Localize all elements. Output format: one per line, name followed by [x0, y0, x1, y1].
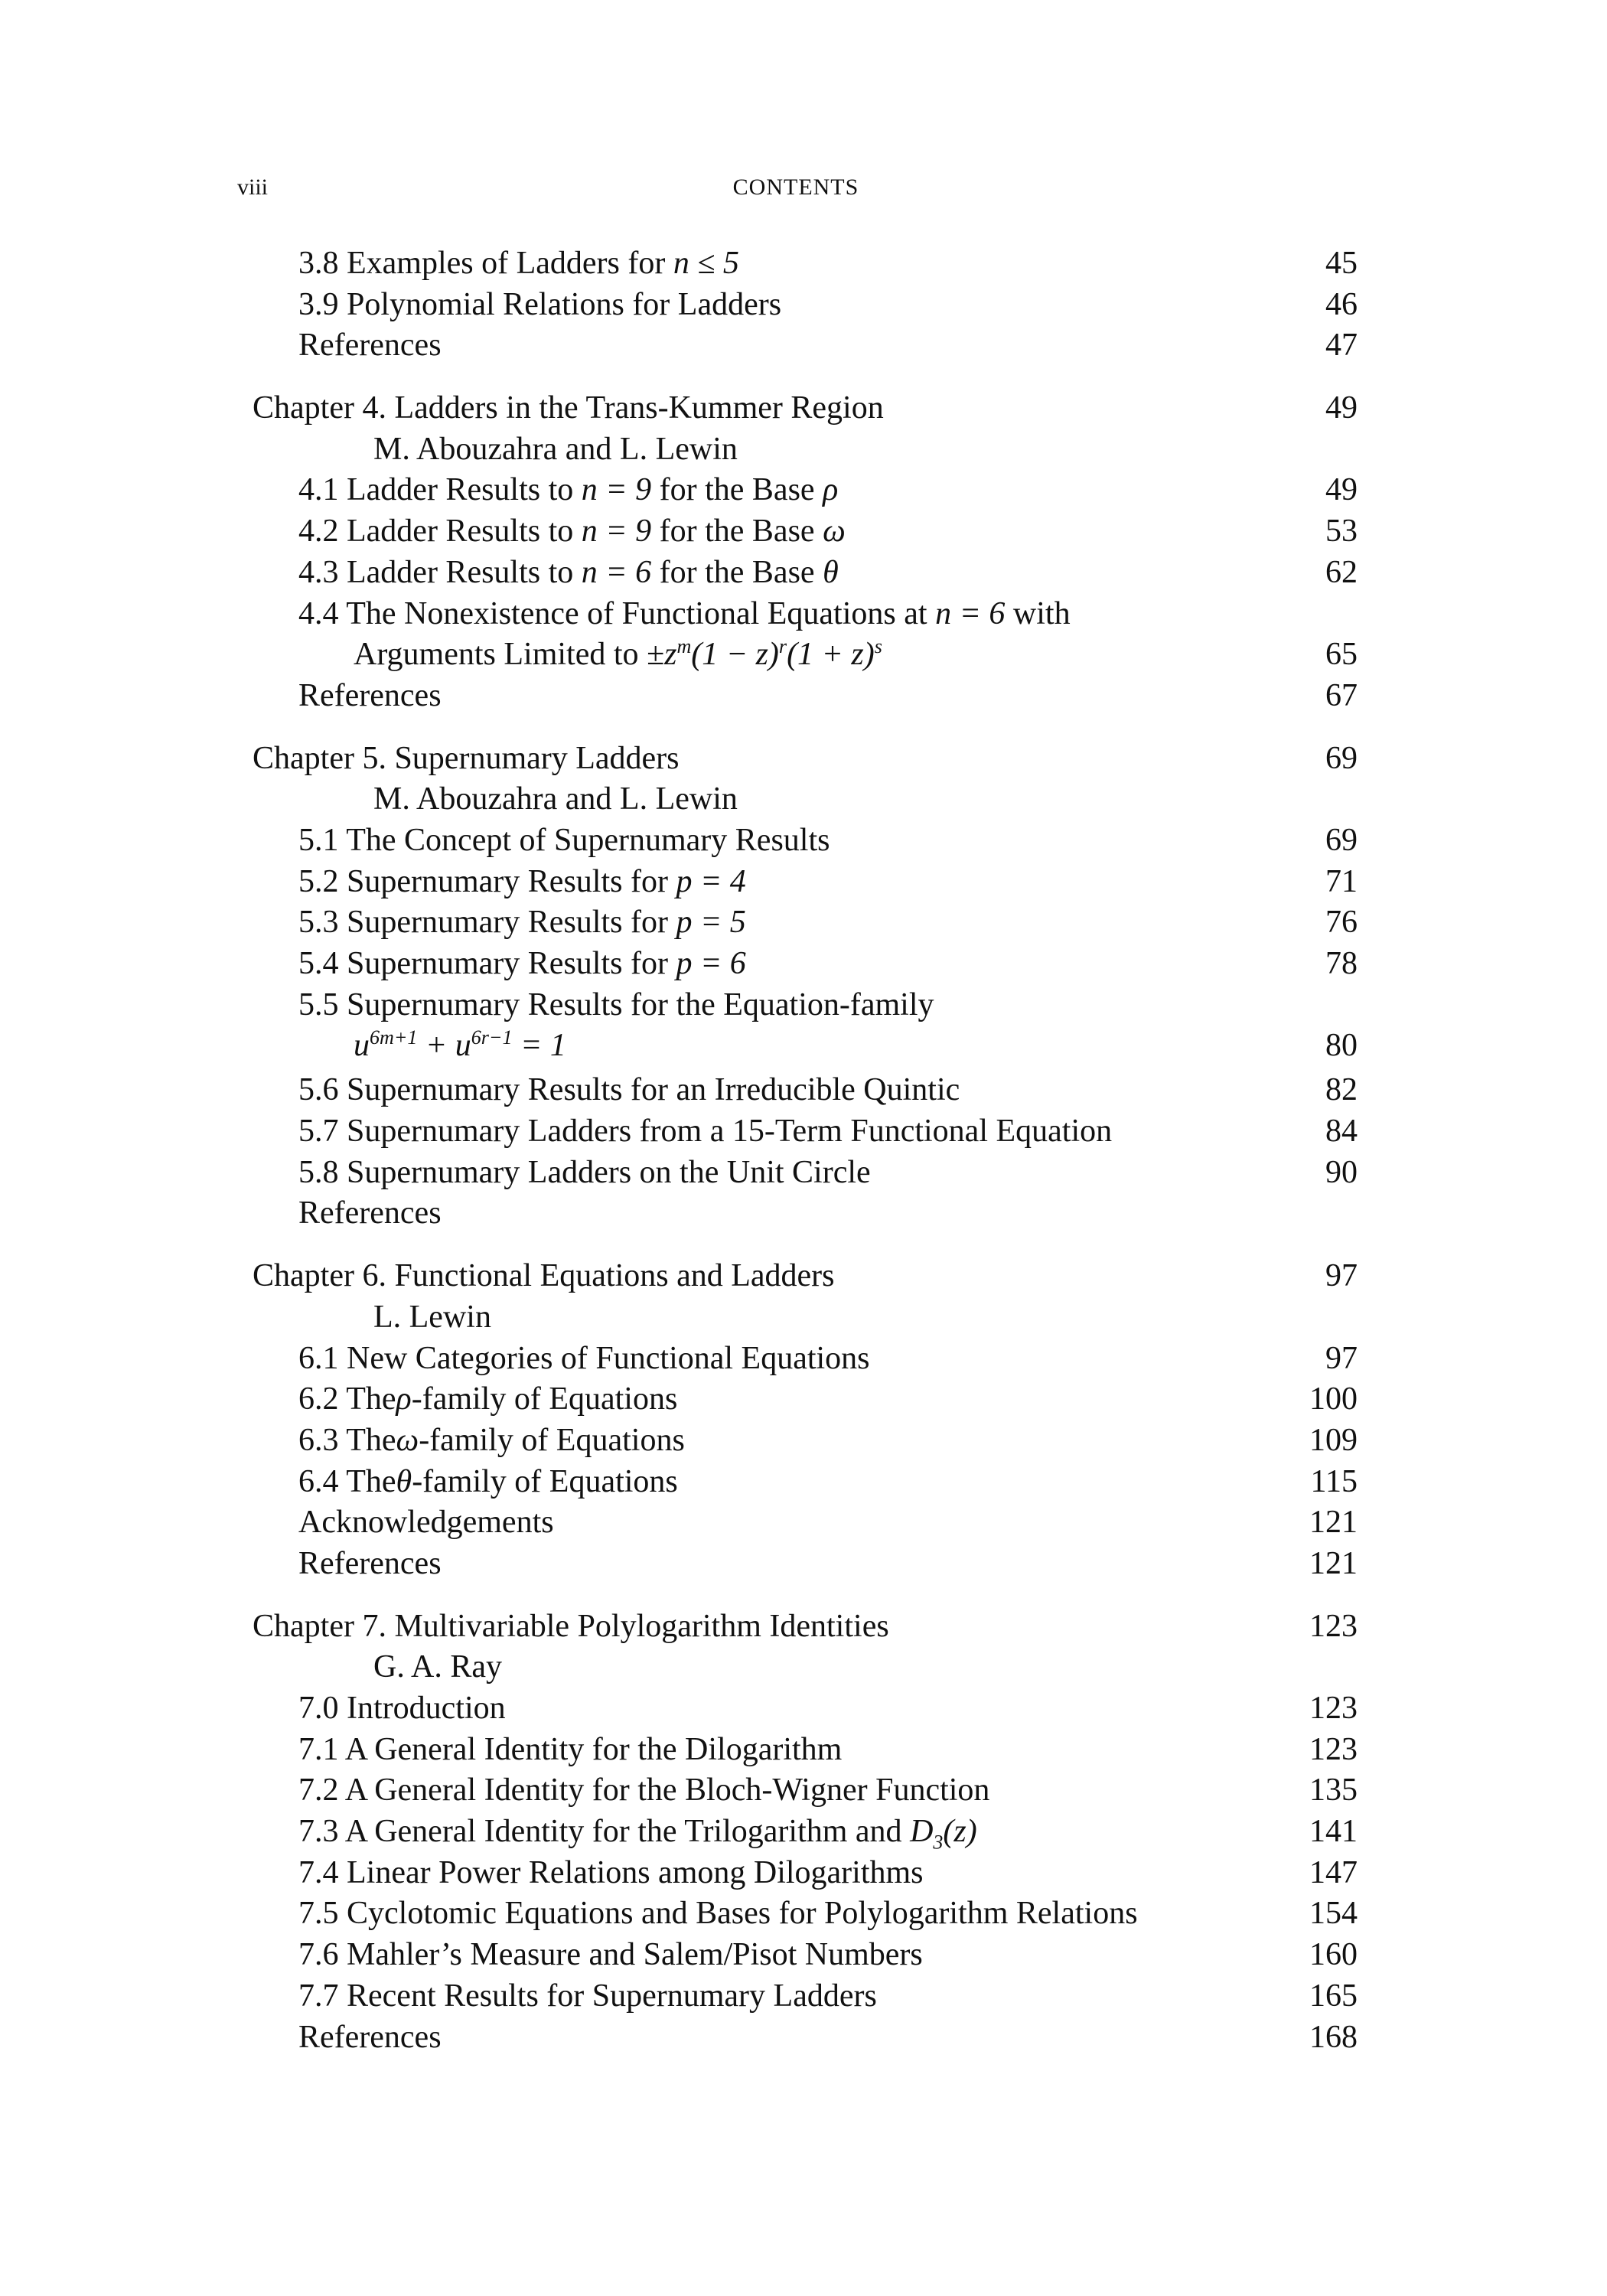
- page-ref: 123: [1309, 1608, 1358, 1644]
- toc-entry-3-8[interactable]: [253, 243, 1358, 285]
- section-title: References: [298, 677, 442, 713]
- section-title: Mahler’s Measure and Salem/Pisot Numbers: [347, 1937, 923, 1973]
- page-ref: 115: [1310, 1463, 1358, 1499]
- section-number: 5.8: [298, 1154, 339, 1190]
- base-symbol: ω: [823, 514, 846, 550]
- page-ref: 97: [1325, 1340, 1358, 1376]
- page-ref: 121: [1309, 1545, 1358, 1581]
- page-ref: 123: [1309, 1731, 1358, 1767]
- section-title: Recent Results for Supernumary Ladders: [347, 1978, 877, 2014]
- section-math: n = 6: [935, 595, 1006, 631]
- toc-entry-5-1[interactable]: [253, 820, 1358, 862]
- section-number: 5.1: [298, 822, 339, 858]
- section-number: 7.2: [298, 1773, 339, 1808]
- page-ref: 82: [1325, 1072, 1358, 1108]
- section-number: 6.3: [298, 1422, 339, 1458]
- toc-entry-6-1[interactable]: [253, 1339, 1358, 1380]
- page-ref: 71: [1325, 863, 1358, 899]
- section-math: $u^{6m+1} + u^{6r-1} = 1$: [354, 1026, 566, 1064]
- chapter-4-authors: [253, 429, 1358, 471]
- running-head: CONTENTS: [732, 174, 859, 200]
- toc-entry-acknowledgements-ch6[interactable]: [253, 1502, 1358, 1544]
- section-title-cont: -family of Equations: [412, 1463, 678, 1499]
- section-number: 7.6: [298, 1937, 339, 1973]
- toc-entry-5-5-continued[interactable]: [253, 1026, 1358, 1070]
- section-math: n ≤ 5: [673, 246, 739, 281]
- section-title-cont: -family of Equations: [419, 1422, 685, 1458]
- section-title-cont: for the Base: [659, 554, 815, 590]
- section-title: Ladder Results to: [347, 514, 574, 550]
- section-title: Examples of Ladders for: [347, 246, 666, 281]
- base-symbol: ρ: [823, 472, 839, 508]
- chapter-7-authors: [253, 1647, 1358, 1688]
- toc-entry-references-ch7[interactable]: [253, 2017, 1358, 2059]
- toc-entry-7-5[interactable]: [253, 1893, 1358, 1935]
- section-number: 7.5: [298, 1896, 339, 1932]
- page-ref: 80: [1325, 1028, 1358, 1064]
- chapter-5-block: [253, 739, 1358, 1235]
- page-ref: 67: [1325, 677, 1358, 713]
- section-number: 6.4: [298, 1463, 339, 1499]
- section-math: p = 6: [676, 946, 746, 981]
- chapter-6-block: [253, 1256, 1358, 1585]
- page-ref: 100: [1309, 1381, 1358, 1417]
- section-number: 7.1: [298, 1731, 339, 1767]
- toc-entry-6-2[interactable]: [253, 1379, 1358, 1420]
- section-title: Cyclotomic Equations and Bases for Polylogarithm Relations: [347, 1896, 1138, 1932]
- toc-entry-6-3[interactable]: [253, 1420, 1358, 1462]
- chapter-authors: L. Lewin: [373, 1299, 491, 1335]
- toc-entry-5-5[interactable]: [253, 985, 1358, 1026]
- section-title: The: [346, 1381, 396, 1417]
- section-number: 4.1: [298, 472, 339, 508]
- toc-entry-5-6[interactable]: [253, 1070, 1358, 1111]
- section-title: Linear Power Relations among Dilogarithms: [347, 1854, 924, 1890]
- section-number: 3.8: [298, 246, 339, 281]
- section-number: 5.5: [298, 987, 339, 1022]
- section-number: 6.2: [298, 1381, 339, 1417]
- section-title: Supernumary Results for: [347, 863, 668, 899]
- chapter-authors: G. A. Ray: [373, 1649, 502, 1685]
- chapter-5-authors: [253, 779, 1358, 820]
- section-title-cont: -family of Equations: [411, 1381, 678, 1417]
- chapter-6-authors: [253, 1297, 1358, 1339]
- base-symbol: ω: [396, 1422, 419, 1458]
- toc-entry-7-3[interactable]: [253, 1812, 1358, 1853]
- section-title-cont: for the Base: [659, 514, 815, 550]
- chapter-title: Chapter 5. Supernumary Ladders: [253, 740, 680, 776]
- toc-entry-5-7[interactable]: [253, 1111, 1358, 1153]
- section-title: References: [298, 2019, 442, 2055]
- page-ref: 84: [1325, 1114, 1358, 1150]
- page-ref: 65: [1325, 637, 1358, 673]
- toc-entry-4-4[interactable]: [253, 594, 1358, 635]
- section-title: A General Identity for the Bloch-Wigner Function: [344, 1773, 990, 1808]
- chapter-7-heading[interactable]: [253, 1606, 1358, 1648]
- toc-entry-5-2[interactable]: [253, 862, 1358, 903]
- section-title: Supernumary Results for: [347, 905, 668, 941]
- section-title: Supernumary Results for the Equation-family: [347, 987, 934, 1022]
- page-header: [237, 174, 1354, 205]
- table-of-contents: [253, 243, 1358, 2079]
- section-title: Ladder Results to: [347, 554, 574, 590]
- page-ref: 123: [1309, 1691, 1358, 1726]
- page-ref: 53: [1325, 514, 1358, 550]
- section-title: Supernumary Results for: [347, 946, 668, 981]
- toc-entry-5-4[interactable]: [253, 944, 1358, 985]
- section-math: n = 9: [581, 514, 652, 550]
- section-title: References: [298, 1195, 442, 1231]
- section-math: p = 5: [676, 905, 746, 941]
- page-ref: 46: [1325, 286, 1358, 322]
- page-ref: 47: [1325, 328, 1358, 364]
- section-number: 7.0: [298, 1691, 339, 1726]
- chapter-4-heading[interactable]: [253, 388, 1358, 429]
- toc-entry-4-2[interactable]: [253, 511, 1358, 553]
- chapter-4-block: [253, 388, 1358, 717]
- section-math: n = 9: [581, 472, 652, 508]
- toc-entry-4-1[interactable]: [253, 470, 1358, 511]
- section-title: References: [298, 328, 442, 364]
- page-ref: 90: [1325, 1154, 1358, 1190]
- section-number: 5.3: [298, 905, 339, 941]
- section-number: 4.2: [298, 514, 339, 550]
- toc-entry-references-ch3[interactable]: [253, 325, 1358, 367]
- section-title: References: [298, 1545, 442, 1581]
- section-title: A General Identity for the Dilogarithm: [344, 1731, 843, 1767]
- page-ref: 97: [1325, 1258, 1358, 1294]
- section-title: Supernumary Ladders from a 15-Term Functional Equation: [347, 1114, 1113, 1150]
- toc-entry-6-4[interactable]: [253, 1462, 1358, 1503]
- page-ref: 49: [1325, 472, 1358, 508]
- section-title: Acknowledgements: [298, 1505, 554, 1541]
- toc-entry-references-ch5[interactable]: [253, 1193, 1358, 1234]
- section-title-cont: with: [1012, 595, 1071, 631]
- base-symbol: θ: [396, 1463, 412, 1499]
- page-ref: 160: [1309, 1937, 1358, 1973]
- page-ref: 62: [1325, 554, 1358, 590]
- section-title: Introduction: [347, 1691, 506, 1726]
- section-math: n = 6: [581, 554, 652, 590]
- chapter-title: Chapter 4. Ladders in the Trans-Kummer Region: [253, 390, 884, 426]
- section-title: The: [346, 1463, 396, 1499]
- section-number: 7.3: [298, 1814, 339, 1850]
- page-ref: 69: [1325, 740, 1358, 776]
- page-ref: 154: [1309, 1896, 1358, 1932]
- page-ref: 168: [1309, 2019, 1358, 2055]
- base-symbol: θ: [823, 554, 839, 590]
- section-math: $\pm z^m(1 - z)^r(1 + z)^s$: [647, 635, 882, 673]
- toc-entry-3-9[interactable]: [253, 285, 1358, 326]
- section-title: The Nonexistence of Functional Equations at: [346, 595, 927, 631]
- toc-entry-references-ch6[interactable]: [253, 1544, 1358, 1585]
- chapter-7-block: [253, 1606, 1358, 2059]
- chapter-6-heading[interactable]: [253, 1256, 1358, 1297]
- section-number: 5.4: [298, 946, 339, 981]
- chapter-3-continuation: [253, 243, 1358, 367]
- section-title: The Concept of Supernumary Results: [346, 822, 830, 858]
- section-title: Ladder Results to: [347, 472, 574, 508]
- section-math: p = 4: [676, 863, 746, 899]
- section-number: 7.4: [298, 1854, 339, 1890]
- chapter-authors: M. Abouzahra and L. Lewin: [373, 431, 738, 467]
- section-number: 5.6: [298, 1072, 339, 1108]
- toc-entry-7-1[interactable]: [253, 1730, 1358, 1771]
- section-number: 5.2: [298, 863, 339, 899]
- toc-entry-4-4-continued[interactable]: [253, 634, 1358, 676]
- toc-entry-references-ch4[interactable]: [253, 676, 1358, 717]
- section-number: 3.9: [298, 286, 339, 322]
- section-number: 6.1: [298, 1340, 339, 1376]
- chapter-authors: M. Abouzahra and L. Lewin: [373, 781, 738, 817]
- section-math: $D_3(z)$: [910, 1814, 977, 1854]
- page-ref: 165: [1309, 1978, 1358, 2014]
- page-ref: 76: [1325, 905, 1358, 941]
- page-ref: 135: [1309, 1773, 1358, 1808]
- section-number: 4.4: [298, 595, 339, 631]
- page-ref: 49: [1325, 390, 1358, 426]
- section-title: The: [346, 1422, 396, 1458]
- section-title: Supernumary Ladders on the Unit Circle: [347, 1154, 871, 1190]
- section-title: Polynomial Relations for Ladders: [347, 286, 782, 322]
- section-number: 5.7: [298, 1114, 339, 1150]
- chapter-5-heading[interactable]: [253, 739, 1358, 780]
- section-title-cont: for the Base: [659, 472, 815, 508]
- section-title: A General Identity for the Trilogarithm and: [344, 1814, 902, 1850]
- toc-entry-7-7[interactable]: [253, 1976, 1358, 2017]
- toc-entry-7-6[interactable]: [253, 1935, 1358, 1976]
- toc-entry-7-2[interactable]: [253, 1770, 1358, 1812]
- page-ref: 78: [1325, 946, 1358, 981]
- base-symbol: ρ: [396, 1381, 412, 1417]
- chapter-title: Chapter 7. Multivariable Polylogarithm Identities: [253, 1608, 889, 1644]
- toc-entry-4-3[interactable]: [253, 553, 1358, 594]
- section-title: Supernumary Results for an Irreducible Quintic: [347, 1072, 960, 1108]
- page-ref: 121: [1309, 1505, 1358, 1541]
- toc-entry-5-8[interactable]: [253, 1153, 1358, 1194]
- section-number: 7.7: [298, 1978, 339, 2014]
- toc-entry-5-3[interactable]: [253, 902, 1358, 944]
- chapter-title: Chapter 6. Functional Equations and Ladders: [253, 1258, 835, 1294]
- toc-entry-7-0[interactable]: [253, 1688, 1358, 1730]
- page-ref: 141: [1309, 1814, 1358, 1850]
- page-number: viii: [237, 174, 269, 200]
- section-number: 4.3: [298, 554, 339, 590]
- page-ref: 45: [1325, 246, 1358, 281]
- section-title: New Categories of Functional Equations: [347, 1340, 870, 1376]
- section-title-cont: Arguments Limited to: [354, 637, 639, 673]
- page-ref: 147: [1309, 1854, 1358, 1890]
- page-ref: 109: [1309, 1422, 1358, 1458]
- toc-entry-7-4[interactable]: [253, 1853, 1358, 1894]
- page-ref: 69: [1325, 822, 1358, 858]
